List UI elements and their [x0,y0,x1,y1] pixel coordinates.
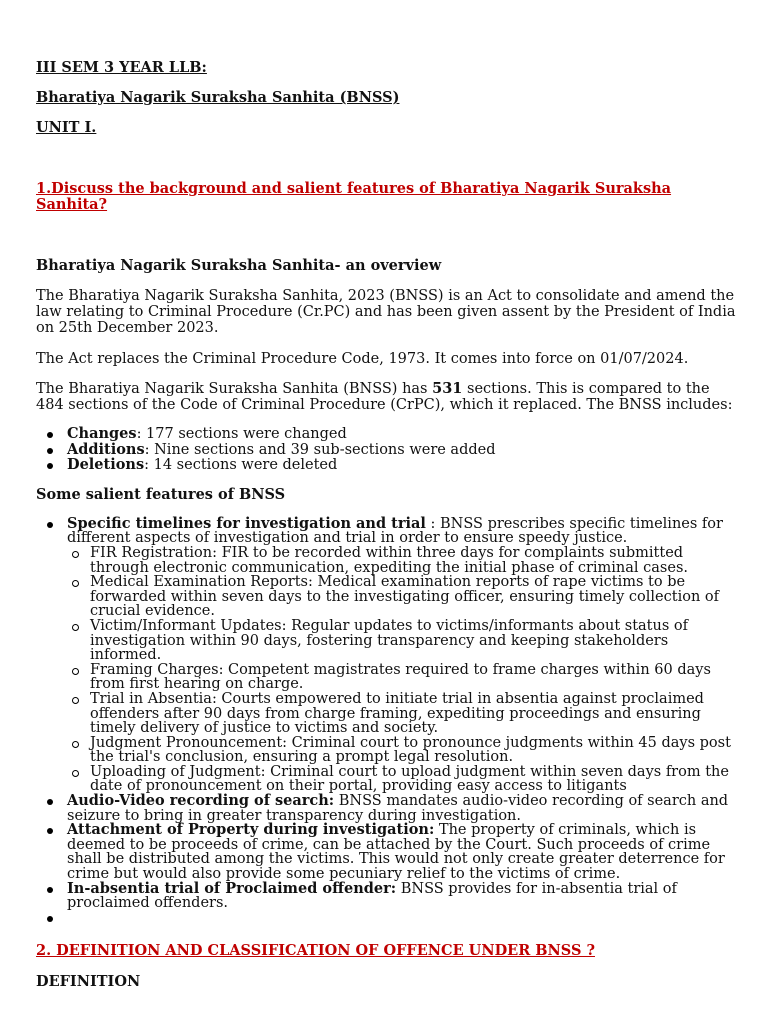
definition-heading: DEFINITION [36,973,141,991]
list-item: In-absentia trial of Proclaimed offender: BNSS provides for in-absentia trial of proclaimed offenders. [36,882,736,911]
features-list [36,514,736,926]
includes-list [36,427,736,473]
list-item: Audio-Video recording of search: BNSS mandates audio-video recording of search and seizure to bring in greater transparency during investigation. [36,794,736,823]
question-2: 2. DEFINITION AND CLASSIFICATION OF OFFENCE UNDER BNSS ? [36,942,595,960]
empty-list-item [36,911,736,926]
list-item: Deletions: 14 sections were deleted [36,458,736,473]
sub-list-item: Trial in Absentia: Courts empowered to initiate trial in absentia against proclaimed offenders after 90 days from charge framing, expediting proceedings and ensuring timely delivery of justice to victims and society. [36,692,736,736]
unit-heading: UNIT I. [36,119,97,136]
sub-list-item: Framing Charges: Competent magistrates required to frame charges within 60 days from first hearing on charge. [36,663,736,692]
overview-heading: Bharatiya Nagarik Suraksha Sanhita- an overview [36,257,442,274]
salient-heading: Some salient features of BNSS [36,485,286,503]
subject-heading: Bharatiya Nagarik Suraksha Sanhita (BNSS) [36,89,400,106]
sub-list-item: Judgment Pronouncement: Criminal court to pronounce judgments within 45 days post the trial's conclusion, ensuring a prompt legal resolution. [36,736,736,765]
overview-paragraph-2: The Act replaces the Criminal Procedure Code, 1973. It comes into force on 01/07/2024. [36,351,689,367]
overview-paragraph-3: The Bharatiya Nagarik Suraksha Sanhita (BNSS) has 531 sections. This is compared to the 484 sections of the Code of Criminal Procedure (CrPC), which it replaced. The BNSS includes: [36,380,733,413]
overview-paragraph-1: The Bharatiya Nagarik Suraksha Sanhita, 2023 (BNSS) is an Act to consolidate and amend the law relating to Criminal Procedure (Cr.PC) and has been given assent by the President of India on 25th December 2023. [36,288,736,336]
list-item: Specific timelines for investigation and trial : BNSS prescribes specific timelines for different aspects of investigation and trial in order to ensure speedy justice. FIR Registration: FIR to be recorded within three days for complaints submitted through electronic communication, expediting the initial phase of criminal cases. Medical Examination Reports: Medical examination reports of rape victims to be forwarded within seven days to the investigating officer, ensuring timely collection of crucial evidence. Victim/Informant Updates: Regular updates to victims/informants about status of investigation within 90 days, fostering transparency and keeping stakeholders informed. Framing Charges: Competent magistrates required to frame charges within 60 days from first hearing on charge. Trial in Absentia: Courts empowered to initiate trial in absentia against proclaimed offenders after 90 days from charge framing, expediting proceedings and ensuring timely delivery of justice to victims and society. Judgment Pronouncement: Criminal court to pronounce judgments within 45 days post the trial's conclusion, ensuring a prompt legal resolution. Uploading of Judgment: Criminal court to upload judgment within seven days from the date of pronouncement on their portal, providing easy access to litigants [36,517,736,794]
sem-heading: III SEM 3 YEAR LLB: [36,59,207,76]
section-count: 531 [432,380,463,397]
list-item: Changes: 177 sections were changed [36,427,736,442]
list-item: Attachment of Property during investigation: The property of criminals, which is deemed to be proceeds of crime, can be attached by the Court. Such proceeds of crime shall be distributed among the victims. This would not only create greater deterrence for crime but would also provide some pecuniary relief to the victims of crime. [36,823,736,881]
sub-list-item: Victim/Informant Updates: Regular updates to victims/informants about status of investigation within 90 days, fostering transparency and keeping stakeholders informed. [36,619,736,663]
list-item: Additions: Nine sections and 39 sub-sections were added [36,443,736,458]
question-1: 1.Discuss the background and salient features of Bharatiya Nagarik Suraksha Sanhita? [36,180,672,213]
sub-list-item: FIR Registration: FIR to be recorded within three days for complaints submitted through electronic communication, expediting the initial phase of criminal cases. [36,546,736,575]
sub-list-item: Uploading of Judgment: Criminal court to upload judgment within seven days from the date of pronouncement on their portal, providing easy access to litigants [36,765,736,794]
sub-list-item: Medical Examination Reports: Medical examination reports of rape victims to be forwarded within seven days to the investigating officer, ensuring timely collection of crucial evidence. [36,575,736,619]
document-page [36,60,736,990]
timelines-sublist [36,546,736,794]
